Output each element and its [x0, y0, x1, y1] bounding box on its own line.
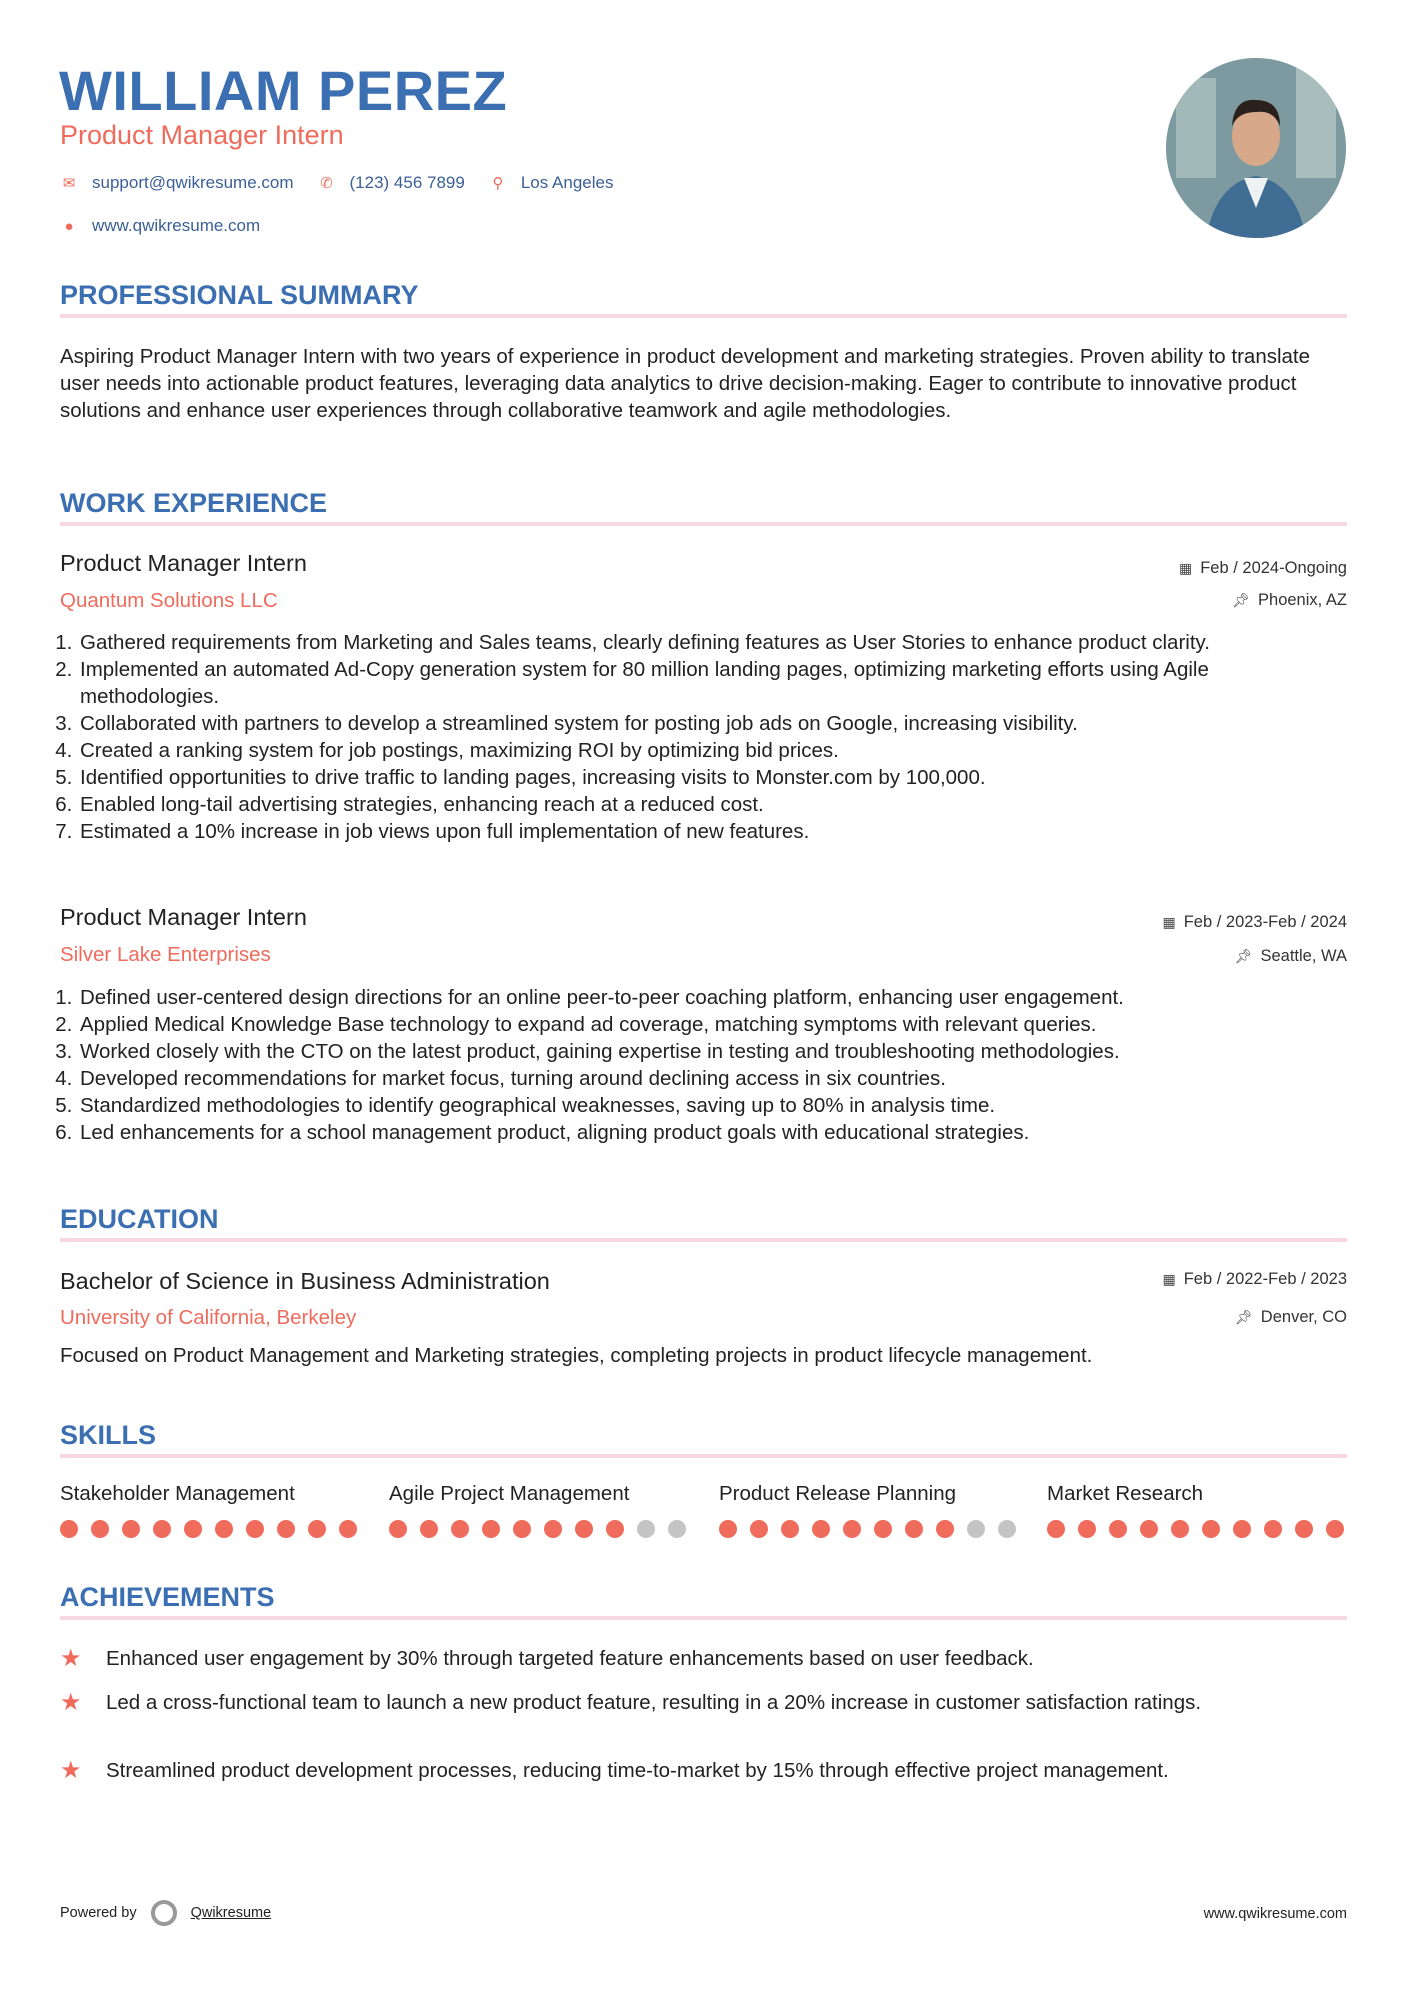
bullet-item: 7. Estimated a 10% increase in job views upon full implementation of new features.: [78, 818, 1350, 845]
achievement-text: Led a cross-functional team to launch a new product feature, resulting in a 20% increase in customer satisfaction ratings.: [106, 1691, 1202, 1714]
rating-dot-filled: [513, 1520, 531, 1538]
achievements-section: [60, 1582, 1347, 1620]
candidate-name: WILLIAM PEREZ: [59, 59, 508, 122]
rating-dot-filled: [575, 1520, 593, 1538]
bullet-item: 3. Worked closely with the CTO on the latest product, gaining expertise in testing and troubleshooting methodologies.: [78, 1038, 1350, 1065]
calendar-icon: ▦: [1162, 1271, 1176, 1287]
qwikresume-logo-icon: [151, 1900, 177, 1926]
bullet-item: 6. Enabled long-tail advertising strategies, enhancing reach at a reduced cost.: [78, 791, 1350, 818]
calendar-icon: ▦: [1162, 914, 1176, 930]
bullet-item: 4. Created a ranking system for job postings, maximizing ROI by optimizing bid prices.: [78, 737, 1350, 764]
rating-dot-empty: [637, 1520, 655, 1538]
rating-dot-filled: [451, 1520, 469, 1538]
rating-dot-filled: [91, 1520, 109, 1538]
rating-dot-empty: [967, 1520, 985, 1538]
footer-left: [60, 1900, 271, 1926]
star-icon: ★: [60, 1757, 82, 1784]
job-location: Phoenix, AZ: [1258, 591, 1347, 609]
school-name: University of California, Berkeley: [60, 1306, 357, 1329]
rating-dot-filled: [215, 1520, 233, 1538]
section-heading: EDUCATION: [60, 1204, 219, 1234]
job-title: Product Manager Intern: [60, 904, 307, 930]
rating-dot-filled: [1047, 1520, 1065, 1538]
job-date: Feb / 2023-Feb / 2024: [1183, 913, 1347, 931]
rating-dot-filled: [1326, 1520, 1344, 1538]
education-section: [60, 1204, 1347, 1242]
bullet-item: 6. Led enhancements for a school management product, aligning product goals with educational strategies.: [78, 1119, 1350, 1146]
job-date: Feb / 2024-Ongoing: [1200, 559, 1347, 577]
company-name: Quantum Solutions LLC: [60, 589, 278, 612]
rating-dot-filled: [246, 1520, 264, 1538]
globe-icon: ●: [64, 217, 74, 235]
rating-dot-filled: [812, 1520, 830, 1538]
phone-icon: ✆: [320, 175, 333, 192]
achievement-text: Enhanced user engagement by 30% through targeted feature enhancements based on user feedback.: [106, 1647, 1034, 1670]
job-bullets: [60, 629, 1350, 845]
rating-dot-filled: [1140, 1520, 1158, 1538]
rating-dot-filled: [1109, 1520, 1127, 1538]
website-link[interactable]: www.qwikresume.com: [92, 216, 261, 235]
rating-dot-filled: [1264, 1520, 1282, 1538]
achievement-item: [60, 1645, 1350, 1672]
rating-dot-filled: [606, 1520, 624, 1538]
achievement-item: [60, 1689, 1350, 1716]
rating-dot-filled: [1295, 1520, 1313, 1538]
rating-dot-empty: [998, 1520, 1016, 1538]
powered-by-label: Powered by: [60, 1905, 137, 1921]
rating-dot-filled: [544, 1520, 562, 1538]
rating-dot-filled: [874, 1520, 892, 1538]
rating-dot-filled: [122, 1520, 140, 1538]
rating-dot-empty: [668, 1520, 686, 1538]
rating-dot-filled: [1202, 1520, 1220, 1538]
rating-dot-filled: [1078, 1520, 1096, 1538]
section-divider: [60, 522, 1347, 526]
rating-dot-filled: [153, 1520, 171, 1538]
contact-row: [60, 173, 627, 193]
rating-dot-filled: [1233, 1520, 1251, 1538]
summary-section: [60, 280, 1347, 318]
education-description: Focused on Product Management and Marketing strategies, completing projects in product lifecycle management.: [60, 1344, 1093, 1367]
rating-dot-filled: [750, 1520, 768, 1538]
section-heading: ACHIEVEMENTS: [60, 1582, 275, 1612]
candidate-title: Product Manager Intern: [60, 120, 344, 150]
section-heading: SKILLS: [60, 1420, 157, 1450]
bullet-item: 1. Gathered requirements from Marketing and Sales teams, clearly defining features as User Stories to enhance product clarity.: [78, 629, 1350, 656]
pin-icon: 📌︎: [1232, 592, 1251, 608]
company-name: Silver Lake Enterprises: [60, 943, 271, 966]
bullet-item: 2. Applied Medical Knowledge Base technology to expand ad coverage, matching symptoms with relevant queries.: [78, 1011, 1350, 1038]
rating-dot-filled: [389, 1520, 407, 1538]
star-icon: ★: [60, 1645, 82, 1672]
bullet-item: 4. Developed recommendations for market focus, turning around declining access in six countries.: [78, 1065, 1350, 1092]
rating-dot-filled: [1171, 1520, 1189, 1538]
section-divider: [60, 1238, 1347, 1242]
skill-name: Market Research: [1047, 1482, 1204, 1505]
summary-text: Aspiring Product Manager Intern with two years of experience in product development and marketing strategies. Proven ability to translate user needs into actionable product features, leveraging data analytics to drive decision-making. Eager to contribute to innovative product solutions and enhance user experiences through collaborative teamwork and agile methodologies.: [60, 345, 1311, 422]
rating-dot-filled: [184, 1520, 202, 1538]
skill-name: Product Release Planning: [719, 1482, 957, 1505]
rating-dot-filled: [781, 1520, 799, 1538]
phone-text: (123) 456 7899: [349, 173, 465, 192]
map-pin-icon: ⚲: [492, 175, 504, 192]
skill-rating: [60, 1520, 357, 1538]
email-link[interactable]: support@qwikresume.com: [92, 173, 294, 192]
bullet-item: 3. Collaborated with partners to develop a streamlined system for posting job ads on Google, increasing visibility.: [78, 710, 1350, 737]
footer-site[interactable]: www.qwikresume.com: [1203, 1906, 1347, 1922]
rating-dot-filled: [936, 1520, 954, 1538]
section-divider: [60, 1454, 1347, 1458]
job-location: Seattle, WA: [1260, 947, 1347, 965]
achievement-item: [60, 1757, 1350, 1784]
star-icon: ★: [60, 1689, 82, 1716]
rating-dot-filled: [339, 1520, 357, 1538]
skill-rating: [1047, 1520, 1344, 1538]
experience-section: [60, 488, 1347, 526]
bullet-item: 5. Standardized methodologies to identify geographical weaknesses, saving up to 80% in analysis time.: [78, 1092, 1350, 1119]
section-divider: [60, 1616, 1347, 1620]
brand-link[interactable]: Qwikresume: [190, 1905, 272, 1921]
skills-section: [60, 1420, 1347, 1458]
pin-icon: 📌︎: [1234, 948, 1253, 964]
degree-title: Bachelor of Science in Business Administration: [60, 1268, 550, 1294]
rating-dot-filled: [843, 1520, 861, 1538]
section-divider: [60, 314, 1347, 318]
job-title: Product Manager Intern: [60, 550, 307, 576]
section-heading: WORK EXPERIENCE: [60, 488, 328, 518]
section-heading: PROFESSIONAL SUMMARY: [60, 280, 419, 310]
education-location: Denver, CO: [1260, 1308, 1347, 1326]
calendar-icon: ▦: [1178, 560, 1193, 576]
education-date: Feb / 2022-Feb / 2023: [1183, 1270, 1347, 1288]
skill-name: Agile Project Management: [389, 1482, 630, 1505]
skill-name: Stakeholder Management: [60, 1482, 295, 1505]
location-text: Los Angeles: [520, 173, 614, 192]
rating-dot-filled: [905, 1520, 923, 1538]
profile-photo: [1166, 58, 1346, 238]
envelope-icon: ✉: [62, 175, 76, 192]
bullet-item: 5. Identified opportunities to drive traffic to landing pages, increasing visits to Monster.com by 100,000.: [78, 764, 1350, 791]
bullet-item: 1. Defined user-centered design directions for an online peer-to-peer coaching platform, enhancing user engagement.: [78, 984, 1350, 1011]
rating-dot-filled: [308, 1520, 326, 1538]
bullet-item: 2. Implemented an automated Ad-Copy generation system for 80 million landing pages, optimizing marketing efforts using Agile methodologies.: [78, 656, 1350, 710]
skill-rating: [389, 1520, 686, 1538]
skill-rating: [719, 1520, 1016, 1538]
rating-dot-filled: [60, 1520, 78, 1538]
website-row: [60, 216, 274, 236]
achievement-text: Streamlined product development processes, reducing time-to-market by 15% through effective project management.: [106, 1759, 1169, 1782]
rating-dot-filled: [719, 1520, 737, 1538]
rating-dot-filled: [277, 1520, 295, 1538]
job-bullets: [60, 984, 1350, 1146]
rating-dot-filled: [420, 1520, 438, 1538]
rating-dot-filled: [482, 1520, 500, 1538]
pin-icon: 📌︎: [1235, 1309, 1253, 1325]
